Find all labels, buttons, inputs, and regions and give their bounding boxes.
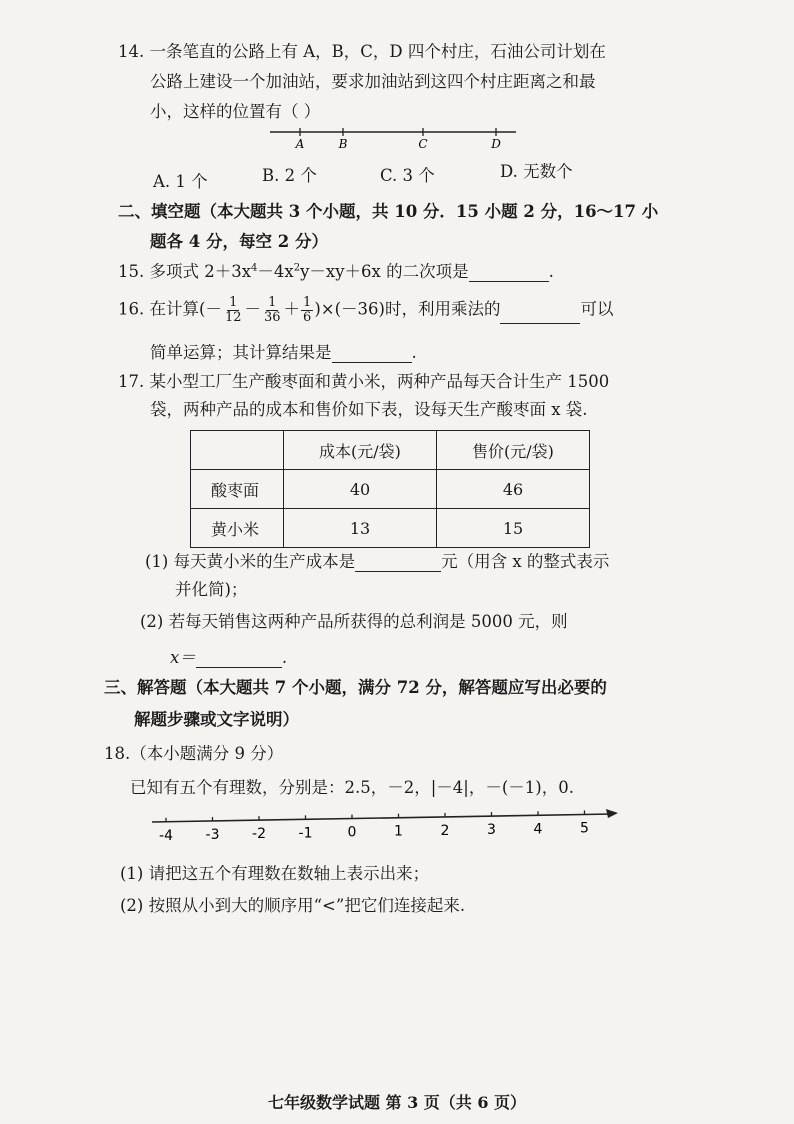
q18-title: 18.（本小题满分 9 分） [104,744,284,763]
table-cell: 15 [437,509,590,548]
fraction-1-12: $\frac{1}{12}$ [224,295,242,325]
table-cell: 黄小米 [191,509,284,548]
road-line-diagram [268,126,518,150]
q17-part2-line2: x＝ . [170,648,288,667]
number-line-tick-label: -1 [298,825,313,842]
table-cell: 40 [284,470,437,509]
q16-line1: 16. 在计算(－ $\frac{1}{12}$ － $\frac{1}{36}$ ＋ $\frac{1}{6}$ )×(－36)时，利用乘法的 可以 [118,295,614,325]
point-b-label: B [338,137,348,151]
point-d-label: D [491,137,501,151]
q15-line: 15. 多项式 $2+3x^4-4x^2y-xy+6x$ 的二次项是 . [118,262,554,281]
section2-heading-line1: 二、填空题（本大题共 3 个小题，共 10 分．15 小题 2 分，16～17 小 [118,202,659,221]
page-footer: 七年级数学试题 第 3 页（共 6 页） [267,1093,527,1112]
q16-law-blank[interactable] [500,307,580,324]
q18-part2: (2) 按照从小到大的顺序用“<”把它们连接起来. [120,896,466,915]
fraction-1-36: $\frac{1}{36}$ [263,295,281,325]
number-line-tick-label: 2 [440,822,450,839]
table-header-cell [191,431,284,470]
q15-mid: －4x [257,262,294,281]
q17-line2: 袋，两种产品的成本和售价如下表，设每天生产酸枣面 x 袋. [150,400,588,419]
point-c-label: C [418,137,428,151]
q16-line2: 简单运算；其计算结果是 . [150,343,417,362]
q14-line2: 公路上建设一个加油站，要求加油站到这四个村庄距离之和最 [150,72,596,91]
number-line-axis [152,814,612,822]
table-header-cell: 成本(元/袋) [284,431,437,470]
number-line-tick-label: 3 [487,822,496,839]
q14-option-a: A. 1 个 [153,172,208,191]
number-line-tick-label: 5 [580,820,589,837]
q15-exp2: 2 [293,262,301,274]
q15-prefix: 15. 多项式 2＋3x [118,262,252,281]
table-header-row [191,431,590,470]
q14-line3: 小，这样的位置有（ ） [150,102,321,121]
price-table [190,430,590,548]
q18-statement: 已知有五个有理数，分别是：2.5，－2，|－4|，－(－1)，0. [130,778,574,797]
q17-part2-line1: (2) 若每天销售这两种产品所获得的总利润是 5000 元，则 [140,612,568,631]
number-line-tick-label: -3 [205,826,220,843]
q14-line1: 14. 一条笔直的公路上有 A，B，C，D 四个村庄，石油公司计划在 [118,42,606,61]
q17-line1: 17. 某小型工厂生产酸枣面和黄小米，两种产品每天合计生产 1500 [118,372,610,391]
table-header-cell: 售价(元/袋) [437,431,590,470]
q16-result-blank[interactable] [332,346,412,363]
table-row [191,470,590,509]
q18-part1: (1) 请把这五个有理数在数轴上表示出来； [120,864,430,883]
number-line-tick-label: 1 [394,823,403,840]
table-cell: 酸枣面 [191,470,284,509]
number-line [150,808,620,848]
q17-part1-line1: (1) 每天黄小米的生产成本是 元（用含 x 的整式表示 [145,552,610,571]
number-line-tick-label: -2 [252,826,266,843]
table-cell: 46 [437,470,590,509]
q17-cost-blank[interactable] [355,555,441,572]
q15-exp1: 4 [251,262,258,274]
table-cell: 13 [284,509,437,548]
fraction-1-6: $\frac{1}{6}$ [303,295,312,325]
number-line-arrow-icon [606,809,618,818]
table-row [191,509,590,548]
q15-rest: y－xy＋6x 的二次项是 [300,262,469,281]
q14-option-d: D. 无数个 [500,162,573,181]
q14-option-c: C. 3 个 [380,166,435,185]
number-line-tick-label: 4 [533,821,543,838]
section3-heading-line1: 三、解答题（本大题共 7 个小题，满分 72 分，解答题应写出必要的 [104,678,607,697]
q14-option-b: B. 2 个 [262,166,317,185]
section2-heading-line2: 题各 4 分，每空 2 分） [150,232,328,251]
section3-heading-line2: 解题步骤或文字说明） [134,710,299,729]
point-a-label: A [295,137,305,151]
number-line-tick-label: 0 [347,824,357,841]
q17-x-blank[interactable] [196,651,282,668]
q15-answer-blank[interactable] [469,265,549,282]
q17-part1-line2: 并化简)； [175,580,248,599]
number-line-tick-label: -4 [159,827,173,844]
